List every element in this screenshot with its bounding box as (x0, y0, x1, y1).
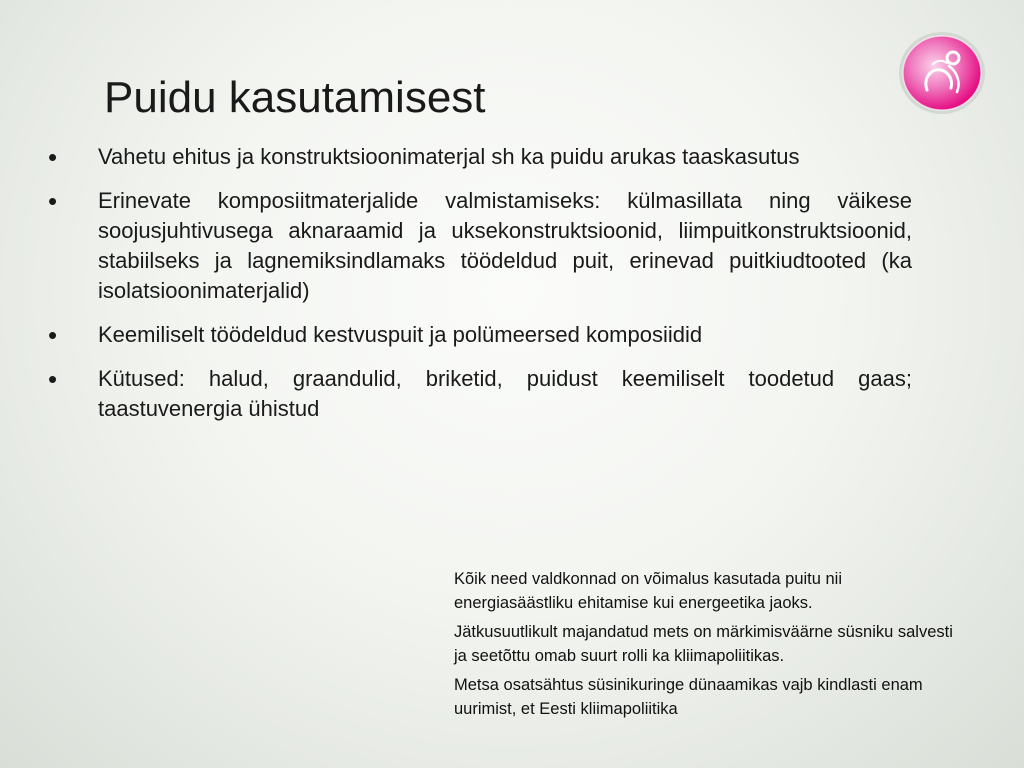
note-paragraph: Kõik need valdkonnad on võimalus kasutada puitu nii energiasäästliku ehitamise kui energeetika jaoks. (454, 570, 843, 612)
bullet-dot-icon: • (48, 320, 58, 350)
bullet-item (48, 320, 912, 350)
bullet-dot-icon: • (48, 364, 58, 394)
bullet-dot-icon: • (48, 142, 58, 172)
bullet-list (48, 142, 912, 438)
bullet-text: Keemiliselt töödeldud kestvuspuit ja polümeersed komposiidid (98, 322, 703, 347)
bullet-dot-icon: • (48, 186, 58, 216)
side-note (454, 567, 954, 726)
bullet-text: Erinevate komposiitmaterjalide valmistamiseks: külmasillata ning väikese soojusjuhtivusega aknaraamid ja uksekonstruktsioonid, liimpuitkonstruktsioonid, stabiilseks ja lagnemiksindlamaks töödeldud puit, erinevad puitkiudtooted (ka isolatsioonimaterjalid) (98, 188, 912, 303)
pink-circle-figure-logo-icon (897, 30, 987, 116)
bullet-item (48, 364, 912, 424)
slide-title: Puidu kasutamisest (104, 73, 486, 122)
note-paragraph: Jätkusuutlikult majandatud mets on märkimisväärne süsniku salvesti ja seetõttu omab suurt rolli ka kliimapoliitikas. (454, 623, 953, 665)
bullet-text: Kütused: halud, graandulid, briketid, puidust keemiliselt toodetud gaas; taastuvenergia ühistud (98, 366, 912, 421)
bullet-item (48, 142, 912, 172)
bullet-text: Vahetu ehitus ja konstruktsioonimaterjal sh ka puidu arukas taaskasutus (98, 144, 800, 169)
note-paragraph: Metsa osatsähtus süsinikuringe dünaamikas vajb kindlasti enam uurimist, et Eesti kliimapoliitika (454, 676, 923, 718)
bullet-item (48, 186, 912, 306)
